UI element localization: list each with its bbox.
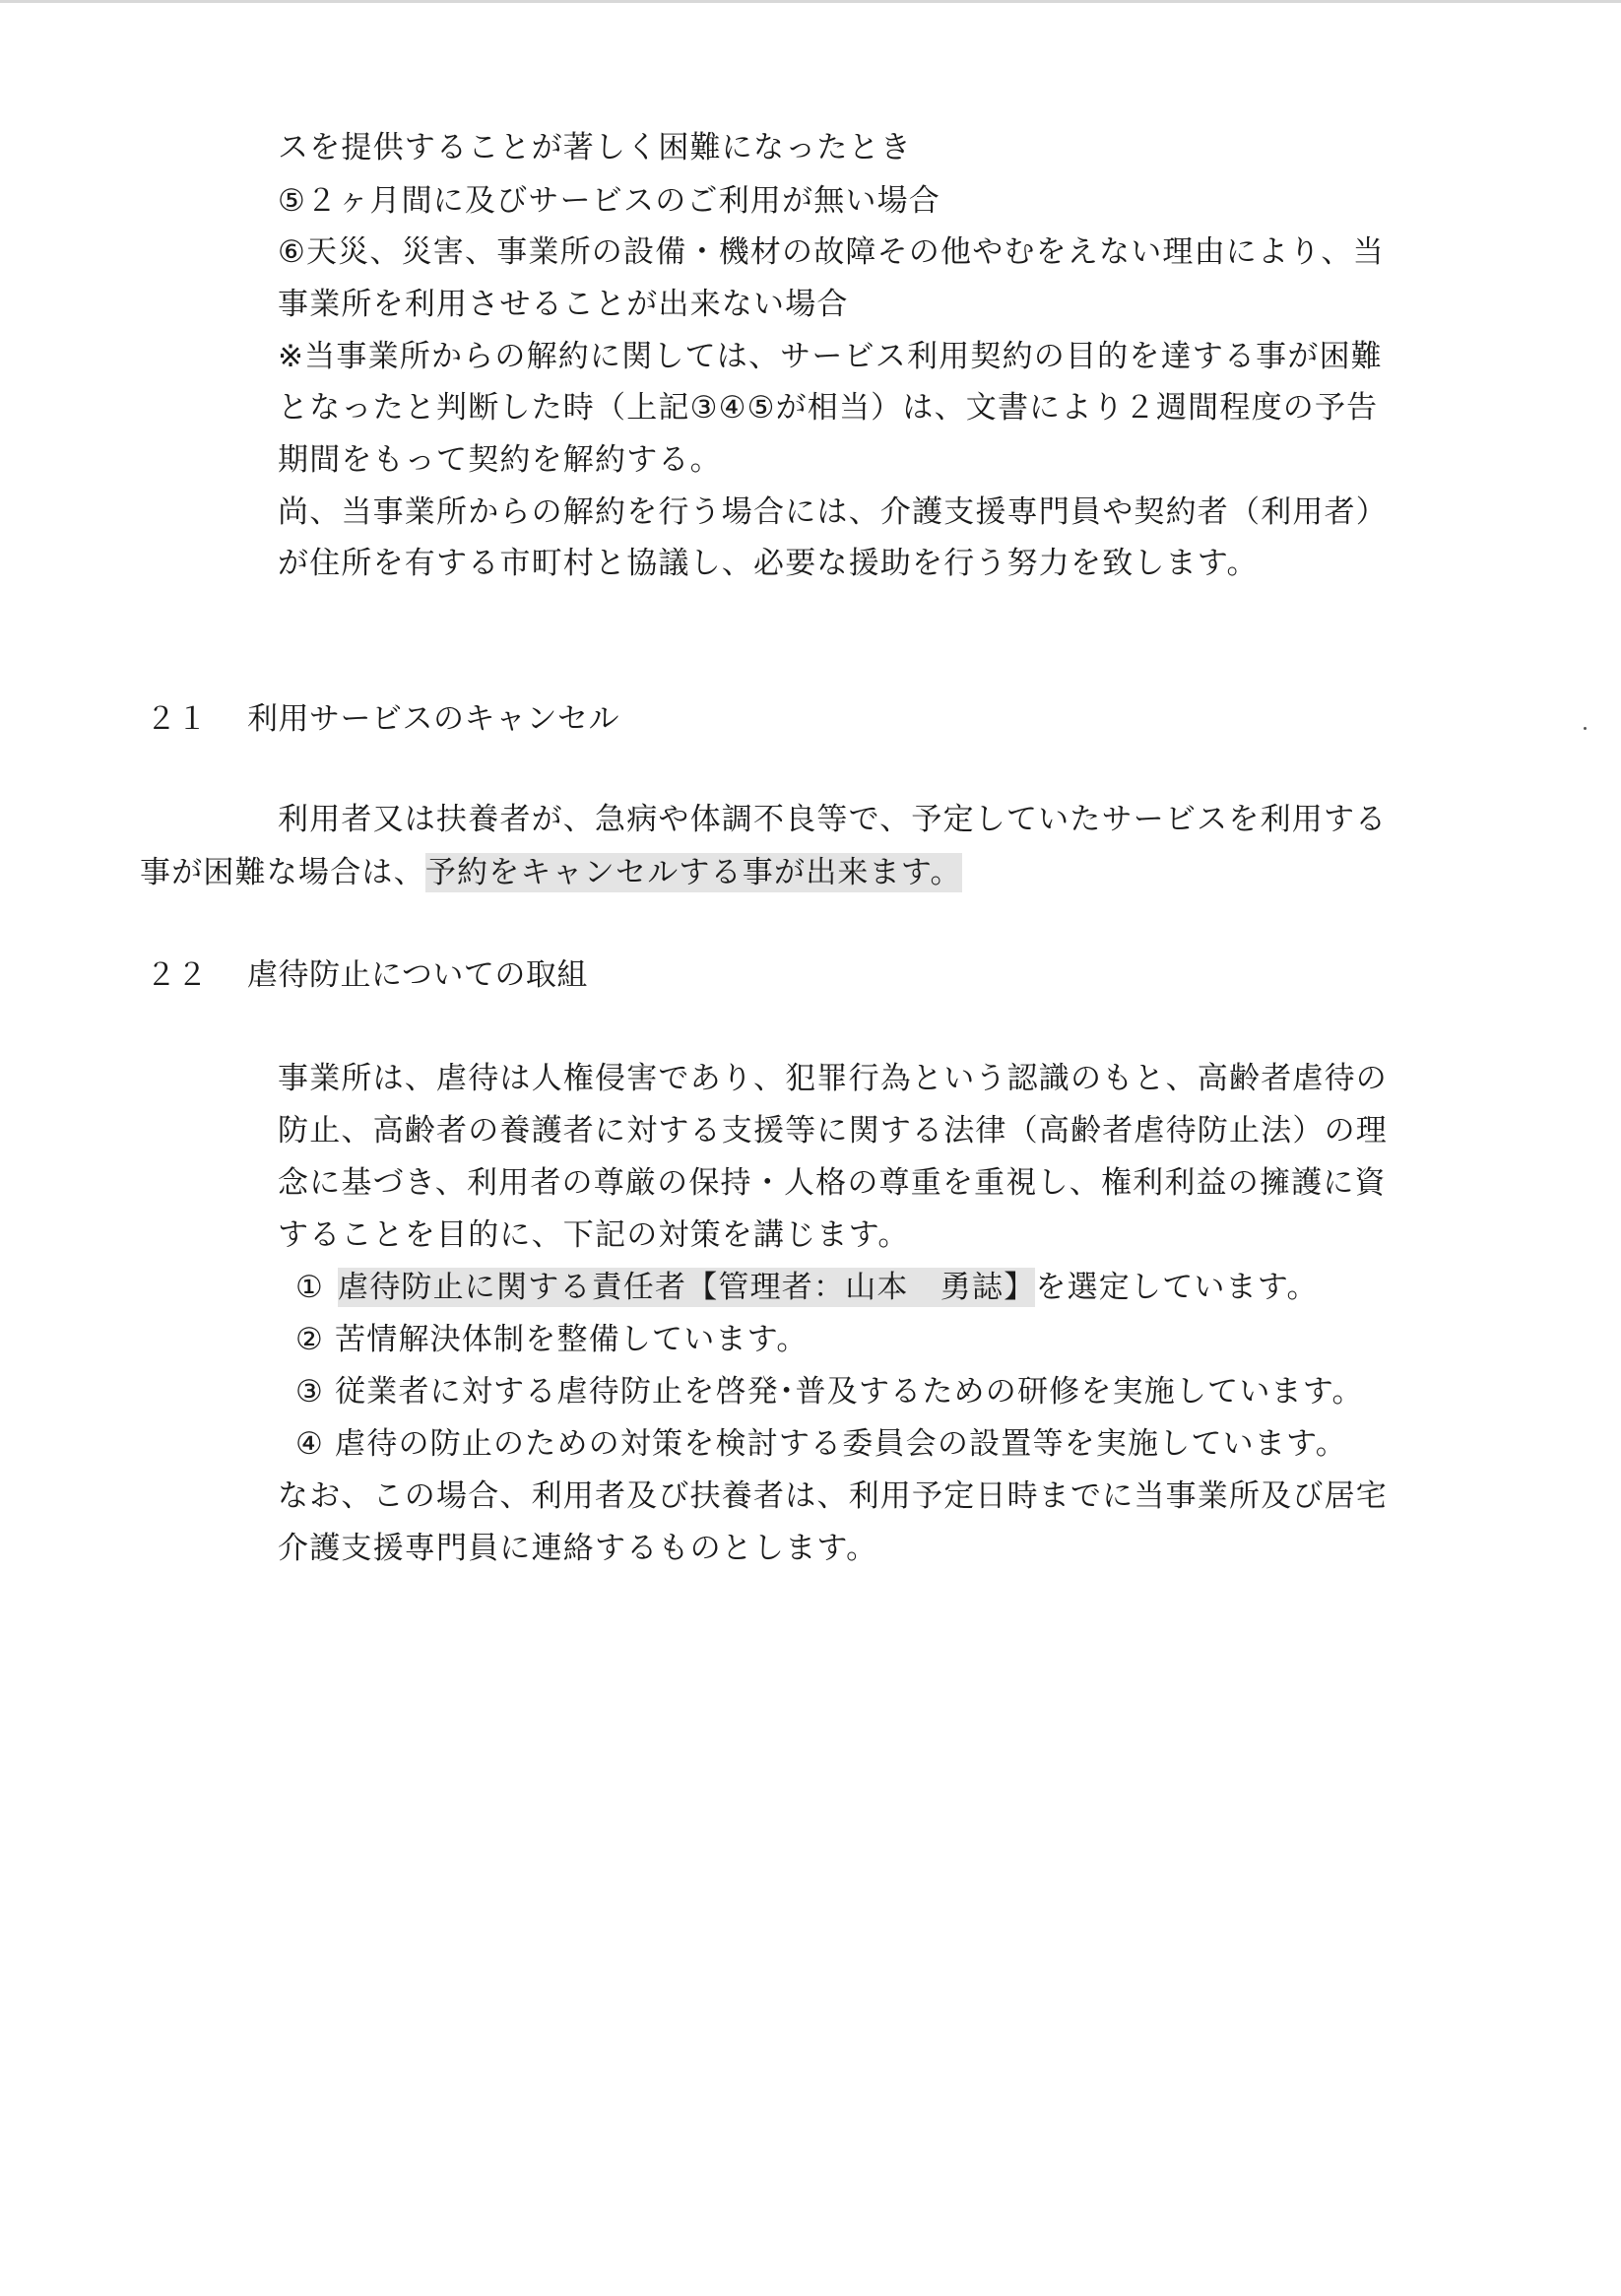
section-22-intro-1: 事業所は、虐待は人権侵害であり、犯罪行為という認識のもと、高齢者虐待の [278, 1061, 1388, 1096]
termination-line-2: ⑤２ヶ月間に及びサービスのご利用が無い場合 [278, 183, 940, 219]
termination-line-9: が住所を有する市町村と協議し、必要な援助を行う努力を致します。 [278, 546, 1259, 581]
section-22-intro-2: 防止、高齢者の養護者に対する支援等に関する法律（高齢者虐待防止法）の理 [278, 1113, 1388, 1148]
measure-item-2: ② 苦情解決体制を整備しています。 [295, 1322, 809, 1357]
responsible-person-highlight: 虐待防止に関する責任者【管理者：山本 勇誌】 [338, 1270, 1036, 1305]
termination-line-1: スを提供することが著しく困難になったとき [278, 130, 912, 165]
section-22-intro-4: することを目的に、下記の対策を講じます。 [278, 1217, 910, 1253]
section-21-line-2-text: 事が困難な場合は、 [140, 855, 425, 890]
termination-line-4: 事業所を利用させることが出来ない場合 [278, 287, 849, 322]
section-21-heading [146, 699, 619, 739]
section-21-line-1: 利用者又は扶養者が、急病や体調不良等で、予定していたサービスを利用する [278, 802, 1388, 837]
measure-item-1 [295, 1268, 1319, 1307]
section-22-number: ２２ [146, 957, 208, 993]
scan-speck [1584, 727, 1587, 730]
section-22-intro-3: 念に基づき、利用者の尊厳の保持・人格の尊重を重視し、権利利益の擁護に資 [278, 1165, 1387, 1201]
measure-item-3: ③ 従業者に対する虐待防止を啓発･普及するための研修を実施しています。 [295, 1374, 1364, 1410]
section-22-heading [146, 955, 588, 995]
termination-line-3: ⑥天災、災害、事業所の設備・機材の故障その他やむをえない理由により、当 [278, 234, 1385, 270]
measure-item-1-rest: を選定しています。 [1035, 1270, 1319, 1305]
cancel-highlight: 予約をキャンセルする事が出来ます。 [424, 855, 962, 890]
measure-item-4: ④ 虐待の防止のための対策を検討する委員会の設置等を実施しています。 [295, 1426, 1347, 1462]
scan-edge [0, 0, 1621, 3]
termination-line-8: 尚、当事業所からの解約を行う場合には、介護支援専門員や契約者（利用者） [278, 494, 1388, 530]
termination-line-6: となったと判断した時（上記③④⑤が相当）は、文書により２週間程度の予告 [278, 390, 1379, 426]
termination-line-5: ※当事業所からの解約に関しては、サービス利用契約の目的を達する事が困難 [278, 339, 1383, 374]
section-21-number: ２１ [146, 701, 208, 737]
closing-line-2: 介護支援専門員に連絡するものとします。 [278, 1531, 878, 1566]
section-21-title: 利用サービスのキャンセル [247, 701, 619, 737]
closing-line-1: なお、この場合、利用者及び扶養者は、利用予定日時までに当事業所及び居宅 [278, 1478, 1388, 1514]
termination-line-7: 期間をもって契約を解約する。 [278, 442, 722, 478]
section-21-line-2 [140, 853, 962, 892]
measure-item-1-number: ① [295, 1270, 324, 1305]
section-22-title: 虐待防止についての取組 [247, 957, 588, 993]
